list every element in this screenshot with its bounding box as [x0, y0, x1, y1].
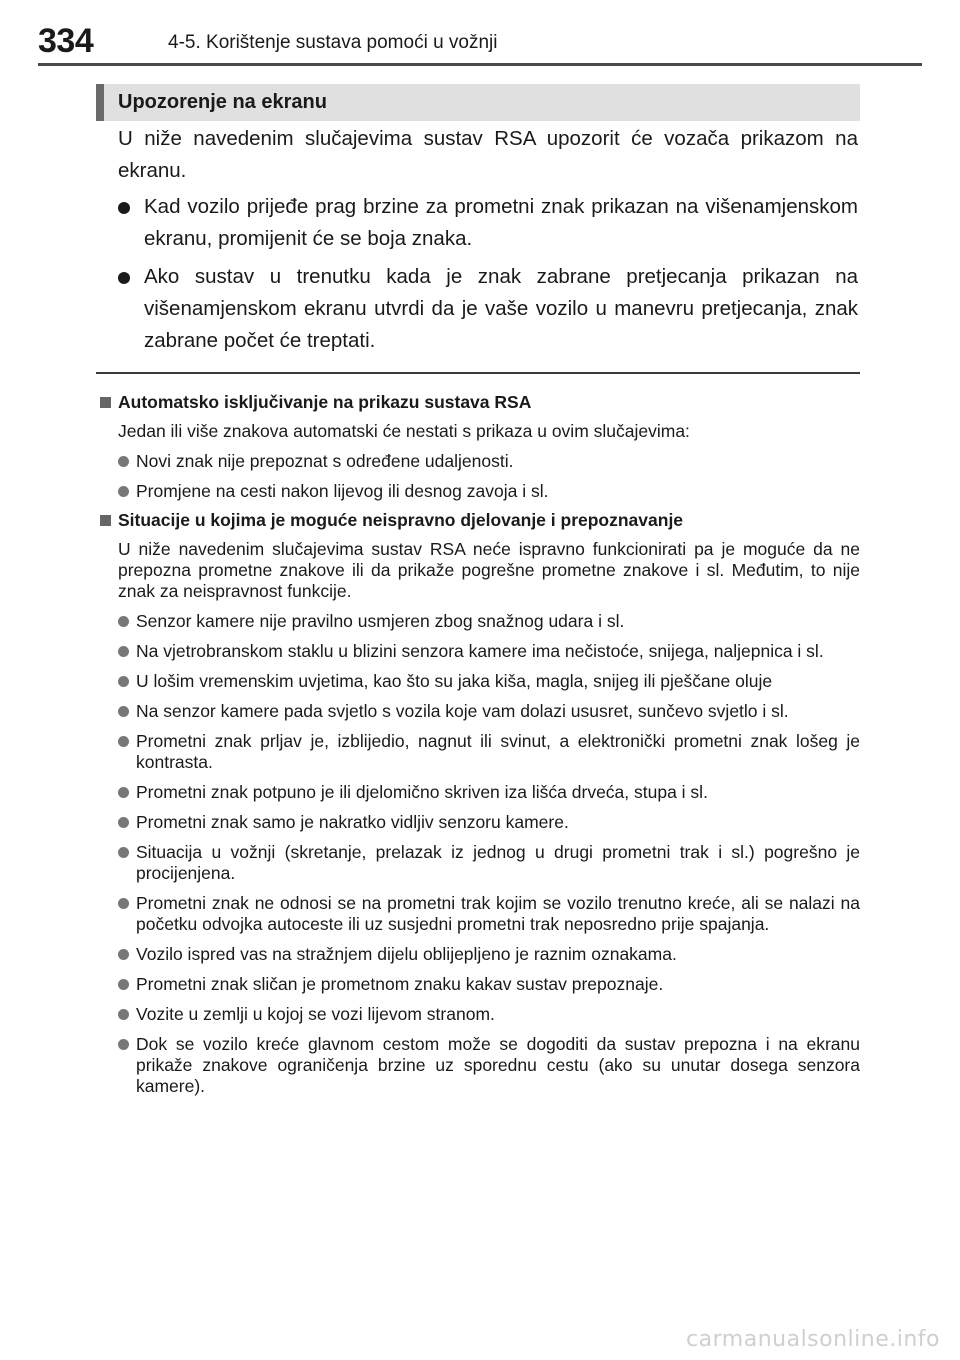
- section-heading: [98, 392, 860, 413]
- list-item-text: Prometni znak ne odnosi se na prometni trak kojim se vozilo trenutno kreće, ali se nalazi na početku odvojka autoceste ili uz susjedni prometni trak neposredno prije spajanja.: [136, 893, 860, 934]
- section-heading-text: Automatsko isključivanje na prikazu sustava RSA: [118, 392, 532, 412]
- page-header: [38, 16, 922, 66]
- bullet-icon: [118, 736, 129, 747]
- list-item-text: Prometni znak prljav je, izblijedio, nagnut ili svinut, a elektronički prometni znak lošeg je kontrasta.: [136, 731, 860, 772]
- notice-list: [118, 191, 858, 357]
- list-item-text: Dok se vozilo kreće glavnom cestom može se dogoditi da sustav prepozna i na ekranu prikaže znakove ograničenja brzine uz sporednu cestu (ako su unutar dosega senzora kamere).: [136, 1034, 860, 1096]
- notice-content: [118, 123, 858, 363]
- list-item-text: Kad vozilo prijeđe prag brzine za prometni znak prikazan na višenamjenskom ekranu, promijenit će se boja znaka.: [144, 195, 858, 250]
- list-item: [118, 1004, 860, 1025]
- page-number: 334: [38, 22, 94, 60]
- list-item: [118, 641, 860, 662]
- bullet-icon: [118, 646, 129, 657]
- list-item-text: Situacija u vožnji (skretanje, prelazak iz jednog u drugi prometni trak i sl.) pogrešno je procijenjena.: [136, 842, 860, 883]
- list-item: [118, 191, 858, 255]
- section-intro: U niže navedenim slučajevima sustav RSA neće ispravno funkcionirati pa je moguće da ne prepozna prometne znakove ili da prikaže pogrešne prometne znakove i sl. Međutim, to nije znak za neispravnost funkcije.: [118, 539, 860, 601]
- notice-title-box: [96, 84, 860, 121]
- bullet-icon: [118, 949, 129, 960]
- list-item-text: Senzor kamere nije pravilno usmjeren zbog snažnog udara i sl.: [136, 611, 625, 631]
- list-item: [118, 944, 860, 965]
- list-item: [118, 671, 860, 692]
- list-item-text: Prometni znak sličan je prometnom znaku kakav sustav prepoznaje.: [136, 974, 664, 994]
- section-title: 4-5. Korištenje sustava pomoći u vožnji: [168, 32, 498, 53]
- bullet-icon: [118, 817, 129, 828]
- section-intro: Jedan ili više znakova automatski će nestati s prikaza u ovim slučajevima:: [118, 421, 690, 441]
- section-list: [98, 451, 860, 502]
- list-item: [118, 782, 860, 803]
- square-bullet-icon: [100, 515, 111, 526]
- watermark: carmanualsonline.info: [686, 1327, 940, 1352]
- section-heading-text: Situacije u kojima je moguće neispravno djelovanje i prepoznavanje: [118, 510, 684, 530]
- bullet-icon: [118, 676, 129, 687]
- list-item-text: U lošim vremenskim uvjetima, kao što su jaka kiša, magla, snijeg ili pješčane oluje: [136, 671, 773, 691]
- bullet-icon: [118, 202, 130, 214]
- list-item: [118, 893, 860, 935]
- bullet-icon: [118, 1009, 129, 1020]
- list-item: [118, 451, 860, 472]
- list-item: [118, 261, 858, 357]
- list-item: [118, 611, 860, 632]
- section-heading: [98, 510, 860, 531]
- bullet-icon: [118, 486, 129, 497]
- list-item: [118, 731, 860, 773]
- list-item-text: Vozite u zemlji u kojoj se vozi lijevom stranom.: [136, 1004, 495, 1024]
- bullet-icon: [118, 616, 129, 627]
- list-item: [118, 812, 860, 833]
- bullet-icon: [118, 706, 129, 717]
- list-item: [118, 701, 860, 722]
- notice-intro: U niže navedenim slučajevima sustav RSA upozorit će vozača prikazom na ekranu.: [118, 127, 858, 182]
- bullet-icon: [118, 787, 129, 798]
- list-item-text: Na senzor kamere pada svjetlo s vozila koje vam dolazi ususret, sunčevo svjetlo i sl.: [136, 701, 789, 721]
- list-item-text: Promjene na cesti nakon lijevog ili desnog zavoja i sl.: [136, 481, 549, 501]
- list-item-text: Vozilo ispred vas na stražnjem dijelu oblijepljeno je raznim oznakama.: [136, 944, 677, 964]
- list-item-text: Prometni znak potpuno je ili djelomično skriven iza lišća drveća, stupa i sl.: [136, 782, 708, 802]
- bullet-icon: [118, 979, 129, 990]
- bullet-icon: [118, 847, 129, 858]
- list-item-text: Prometni znak samo je nakratko vidljiv senzoru kamere.: [136, 812, 569, 832]
- list-item: [118, 974, 860, 995]
- bullet-icon: [118, 898, 129, 909]
- section-list: [98, 611, 860, 1097]
- notice-title: Upozorenje na ekranu: [118, 91, 327, 113]
- list-item-text: Na vjetrobranskom staklu u blizini senzora kamere ima nečistoće, snijega, naljepnica i sl.: [136, 641, 824, 661]
- bullet-icon: [118, 272, 130, 284]
- bullet-icon: [118, 456, 129, 467]
- notice-accent-bar: [96, 84, 104, 121]
- list-item-text: Novi znak nije prepoznat s određene udaljenosti.: [136, 451, 514, 471]
- bullet-icon: [118, 1039, 129, 1050]
- square-bullet-icon: [100, 397, 111, 408]
- list-item-text: Ako sustav u trenutku kada je znak zabrane pretjecanja prikazan na višenamjenskom ekranu utvrdi da je vaše vozilo u manevru pretjecanja, znak zabrane počet će treptati.: [144, 265, 858, 352]
- list-item: [118, 1034, 860, 1097]
- list-item: [118, 842, 860, 884]
- list-item: [118, 481, 860, 502]
- section-divider: [96, 372, 860, 374]
- info-sections: [98, 384, 860, 1097]
- header-rule: [38, 63, 922, 66]
